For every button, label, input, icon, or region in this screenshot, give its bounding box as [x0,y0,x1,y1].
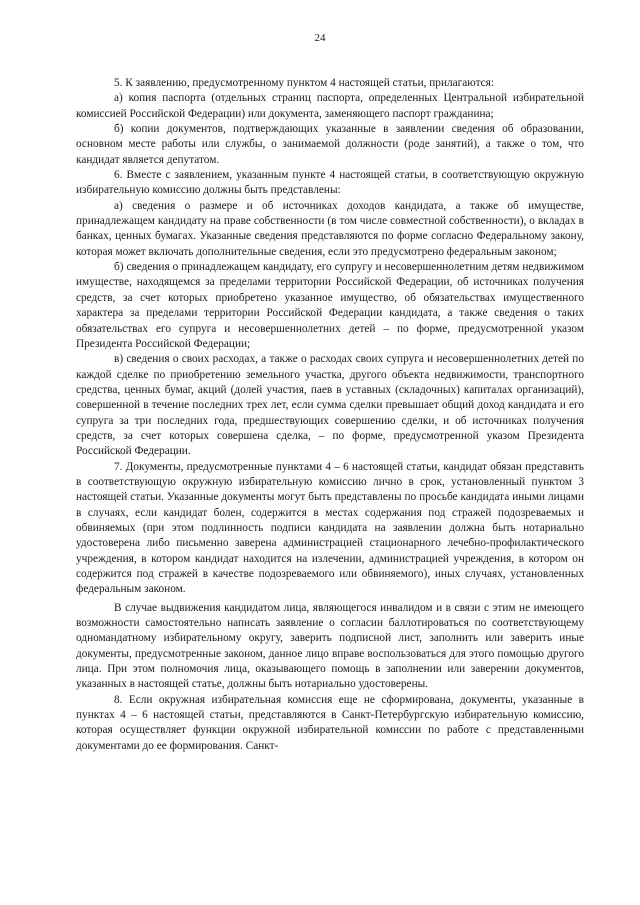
paragraph-6v: в) сведения о своих расходах, а также о расходах своих супруга и несовершеннолетних детей по каждой сделке по приобретению земельного участка, другого объекта недвижимости, транспортного средства, ценных бумаг, акций (долей участия, паев в уставных (складочных) капиталах организаций), совершенной в течение последних трех лет, если сумма сделки превышает общий доход кандидата и его супруга за три последних года, предшествующих совершению сделки, и об источниках получения средств, за счет которых совершена сделка, – по форме, предусмотренной указом Президента Российской Федерации. [76,353,584,458]
page-number: 24 [314,32,326,44]
paragraph-5b: б) копии документов, подтверждающих указанные в заявлении сведения об образовании, основном месте работы или службы, о занимаемой должности (роде занятий), а также о том, что кандидат является депутатом. [76,123,584,166]
paragraph-7: 7. Документы, предусмотренные пунктами 4 – 6 настоящей статьи, кандидат обязан представить в соответствующую окружную избирательную комиссию лично в срок, установленный пунктом 3 настоящей статьи. Указанные документы могут быть представлены по просьбе кандидата иными лицами в случаях, если кандидат болен, содержится в местах содержания под стражей подозреваемых и обвиняемых (при этом подлинность подписи кандидата на заявлении должна быть нотариально удостоверена либо письменно заверена администрацией стационарного лечебно-профилактического учреждения, в котором кандидат находится на излечении, администрацией учреждения, в котором он содержится под стражей в качестве подозреваемого или обвиняемого), иных случаях, установленных федеральным законом. [76,460,584,596]
paragraph-5a: а) копия паспорта (отдельных страниц паспорта, определенных Центральной избирательной комиссией Российской Федерации) или документа, заменяющего паспорт гражданина; [76,92,584,120]
paragraph-5: 5. К заявлению, предусмотренному пунктом 4 настоящей статьи, прилагаются: [114,77,495,89]
paragraph-8: 8. Если окружная избирательная комиссия еще не сформирована, документы, указанные в пунктах 4 – 6 настоящей статьи, представляются в Санкт-Петербургскую избирательную комиссию, которая осуществляет функции окружной избирательной комиссии по работе с представленными документами до ее формирования. Санкт- [76,693,584,752]
document-body [76,76,584,754]
paragraph-6b: б) сведения о принадлежащем кандидату, его супругу и несовершеннолетним детям недвижимом имуществе, находящемся за пределами территории Российской Федерации, об источниках получения средств, за счет которых приобретено указанное имущество, об обязательствах имущественного характера за пределами территории Российской Федерации кандидата, а также сведения о таких обязательствах его супруга и несовершеннолетних детей – по форме, предусмотренной указом Президента Российской Федерации; [76,261,584,350]
paragraph-6a: а) сведения о размере и об источниках доходов кандидата, а также об имуществе, принадлежащем кандидату на праве собственности (в том числе совместной собственности), о вкладах в банках, ценных бумагах. Указанные сведения представляются по форме согласно Федеральному закону, которая может включать дополнительные сведения, если это предусмотрено федеральным законом; [76,199,584,258]
paragraph-6: 6. Вместе с заявлением, указанным пункте 4 настоящей статьи, в соответствующую окружную избирательную комиссию должны быть представлены: [76,169,584,197]
paragraph-7-disabled-candidate: В случае выдвижения кандидатом лица, являющегося инвалидом и в связи с этим не имеющего возможности самостоятельно написать заявление о согласии баллотироваться по соответствующему одномандатному избирательному округу, заверить подписной лист, заполнить или заверить иные документы, предусмотренные законом, данное лицо вправе воспользоваться для этого помощью другого лица. При этом полномочия лица, оказывающего помощь в заполнении или заверении документов, указанных в настоящей статье, должны быть нотариально удостоверены. [76,601,584,691]
